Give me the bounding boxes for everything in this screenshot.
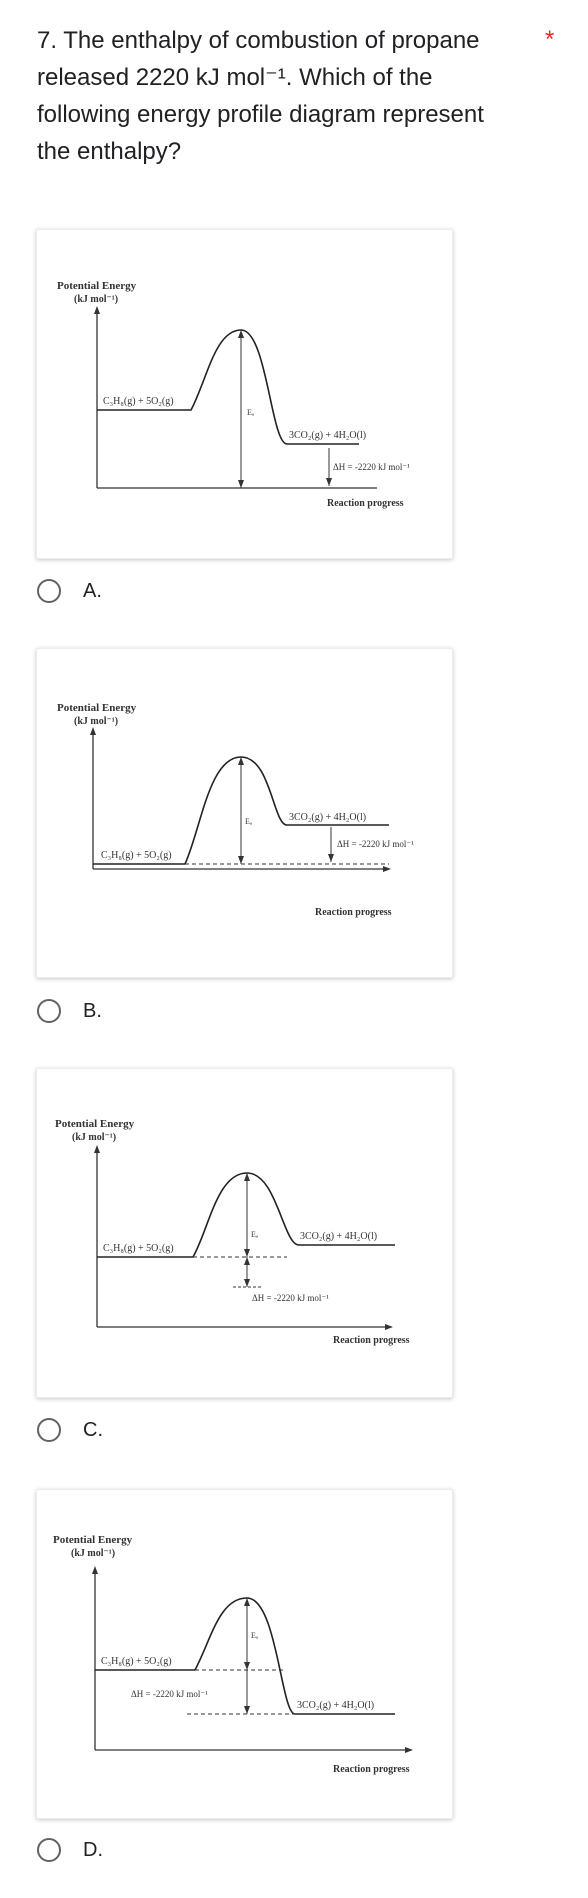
- x-axis-title: Reaction progress: [333, 1764, 410, 1775]
- y-axis-title: Potential Energy: [57, 280, 137, 292]
- option-a-choice[interactable]: [37, 576, 102, 606]
- y-axis-title: Potential Energy: [53, 1534, 133, 1546]
- products-label: 3CO₂(g) + 4H₂O(l): [297, 1700, 375, 1711]
- energy-profile-diagram-d: [37, 1490, 452, 1818]
- option-c-choice[interactable]: [37, 1415, 103, 1445]
- products-label: 3CO₂(g) + 4H₂O(l): [289, 812, 367, 823]
- products-label: 3CO₂(g) + 4H₂O(l): [289, 430, 367, 441]
- activation-energy-label: Eₐ: [245, 817, 253, 826]
- x-axis-title: Reaction progress: [333, 1335, 410, 1346]
- option-a-image-card: [36, 229, 453, 559]
- option-b-label: B.: [83, 999, 102, 1022]
- activation-energy-label: Eₐ: [251, 1230, 259, 1239]
- reactants-label: C₃H₈(g) + 5O₂(g): [101, 850, 172, 861]
- radio-button-a[interactable]: [37, 579, 61, 603]
- y-axis-unit: (kJ mol⁻¹): [74, 716, 119, 727]
- option-c-label: C.: [83, 1418, 103, 1441]
- delta-h-label: ΔH = -2220 kJ mol⁻¹: [333, 462, 410, 472]
- energy-profile-diagram-c: [37, 1069, 452, 1397]
- option-b-image-card: [36, 648, 453, 978]
- reactants-label: C₃H₈(g) + 5O₂(g): [103, 396, 174, 407]
- option-a-label: A.: [83, 579, 102, 602]
- reactants-label: C₃H₈(g) + 5O₂(g): [103, 1243, 174, 1254]
- reactants-label: C₃H₈(g) + 5O₂(g): [101, 1656, 172, 1667]
- question-text: 7. The enthalpy of combustion of propane released 2220 kJ mol⁻¹. Which of the following energy profile diagram represent the enthalpy?: [37, 27, 484, 165]
- option-d-choice[interactable]: [37, 1835, 103, 1865]
- option-d-image-card: [36, 1489, 453, 1819]
- energy-profile-diagram-b: [37, 649, 452, 977]
- energy-profile-diagram-a: [37, 230, 452, 558]
- x-axis-title: Reaction progress: [327, 498, 404, 509]
- radio-button-d[interactable]: [37, 1838, 61, 1862]
- products-label: 3CO₂(g) + 4H₂O(l): [300, 1231, 378, 1242]
- radio-button-c[interactable]: [37, 1418, 61, 1442]
- y-axis-unit: (kJ mol⁻¹): [71, 1548, 116, 1559]
- required-asterisk: *: [545, 26, 555, 53]
- delta-h-label: ΔH = -2220 kJ mol⁻¹: [131, 1689, 208, 1699]
- y-axis-unit: (kJ mol⁻¹): [72, 1132, 117, 1143]
- y-axis-title: Potential Energy: [57, 702, 137, 714]
- radio-button-b[interactable]: [37, 999, 61, 1023]
- y-axis-unit: (kJ mol⁻¹): [74, 294, 119, 305]
- x-axis-title: Reaction progress: [315, 907, 392, 918]
- option-c-image-card: [36, 1068, 453, 1398]
- activation-energy-label: Eₐ: [251, 1631, 259, 1640]
- option-d-label: D.: [83, 1838, 103, 1861]
- option-b-choice[interactable]: [37, 996, 102, 1026]
- delta-h-label: ΔH = -2220 kJ mol⁻¹: [252, 1293, 329, 1303]
- y-axis-title: Potential Energy: [55, 1118, 135, 1130]
- delta-h-label: ΔH = -2220 kJ mol⁻¹: [337, 839, 414, 849]
- activation-energy-label: Eₐ: [247, 408, 255, 417]
